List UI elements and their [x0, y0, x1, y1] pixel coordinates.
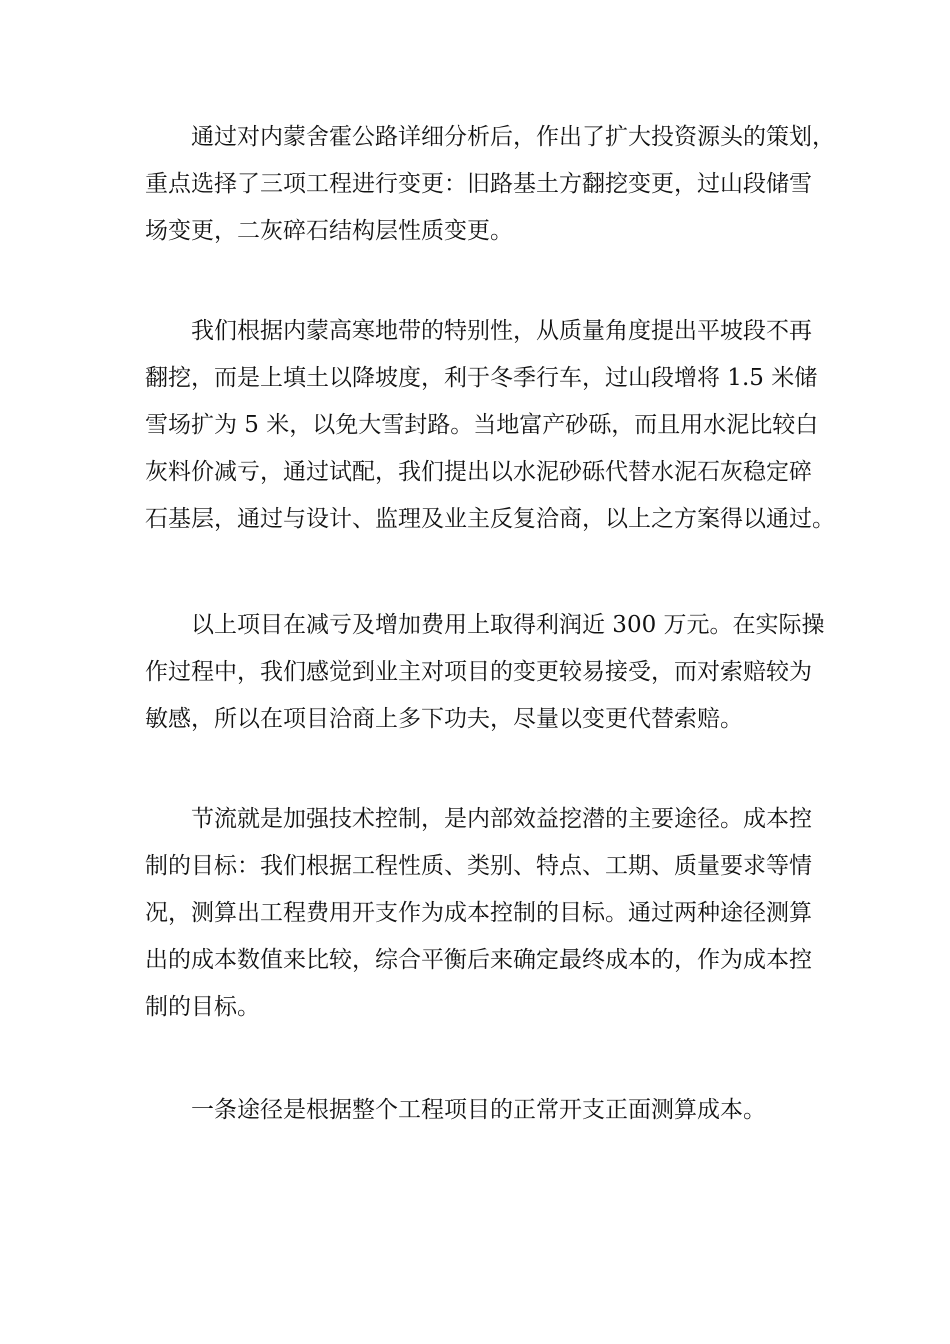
paragraph-line: 制的目标。: [145, 994, 260, 1020]
paragraph-2: [145, 308, 835, 543]
paragraph-3: [145, 602, 825, 743]
paragraph-line: 以上项目在减亏及增加费用上取得利润近 300 万元。在实际操: [191, 612, 825, 638]
paragraph-line: 灰料价减亏，通过试配，我们提出以水泥砂砾代替水泥石灰稳定碎: [145, 459, 812, 485]
paragraph-4: [145, 796, 815, 1031]
paragraph-line: 石基层，通过与设计、监理及业主反复洽商，以上之方案得以通过。: [145, 506, 835, 532]
paragraph-line: 制的目标：我们根据工程性质、类别、特点、工期、质量要求等情: [145, 853, 812, 879]
paragraph-line: 我们根据内蒙高寒地带的特别性，从质量角度提出平坡段不再: [191, 318, 812, 344]
paragraph-line: 重点选择了三项工程进行变更：旧路基土方翻挖变更，过山段储雪: [145, 171, 812, 197]
paragraph-line: 场变更，二灰碎石结构层性质变更。: [145, 218, 513, 244]
paragraph-line: 出的成本数值来比较，综合平衡后来确定最终成本的，作为成本控: [145, 947, 812, 973]
paragraph-line: 一条途径是根据整个工程项目的正常开支正面测算成本。: [191, 1097, 766, 1123]
paragraph-line: 作过程中，我们感觉到业主对项目的变更较易接受，而对索赔较为: [145, 659, 812, 685]
paragraph-line: 雪场扩为 5 米，以免大雪封路。当地富产砂砾，而且用水泥比较白: [145, 412, 819, 438]
paragraph-line: 节流就是加强技术控制，是内部效益挖潜的主要途径。成本控: [191, 806, 812, 832]
paragraph-5: [145, 1087, 815, 1134]
paragraph-1: [145, 114, 835, 255]
paragraph-line: 翻挖，而是上填土以降坡度，利于冬季行车，过山段增将 1.5 米储: [145, 365, 818, 391]
paragraph-line: 况，测算出工程费用开支作为成本控制的目标。通过两种途径测算: [145, 900, 812, 926]
paragraph-line: 敏感，所以在项目洽商上多下功夫，尽量以变更代替索赔。: [145, 706, 743, 732]
paragraph-line: 通过对内蒙舍霍公路详细分析后，作出了扩大投资源头的策划，: [191, 124, 835, 150]
